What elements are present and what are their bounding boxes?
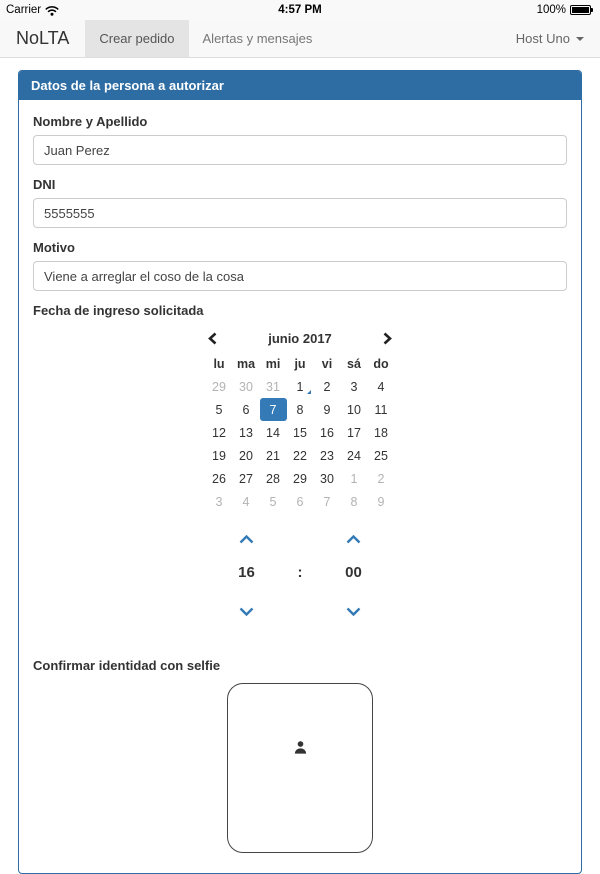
brand: NoLTA: [16, 28, 70, 48]
timepicker: [205, 519, 395, 626]
next-month-button[interactable]: [377, 330, 398, 347]
day-cell[interactable]: 3: [215, 494, 223, 509]
authorize-panel: [18, 70, 582, 874]
day-cell[interactable]: 29: [212, 379, 226, 394]
weekday-header: ju: [294, 357, 306, 371]
weekday-header: lu: [213, 357, 225, 371]
name-input[interactable]: [33, 135, 567, 165]
dni-label: DNI: [33, 177, 56, 192]
person-icon: [293, 740, 308, 755]
weekday-header: sá: [347, 357, 361, 371]
day-cell[interactable]: 10: [347, 402, 361, 417]
chevron-up-icon: [239, 535, 254, 544]
day-cell[interactable]: 24: [347, 448, 361, 463]
day-cell[interactable]: 28: [266, 471, 280, 486]
day-cell[interactable]: 30: [239, 379, 253, 394]
day-cell[interactable]: 7: [323, 494, 331, 509]
day-cell[interactable]: 1: [350, 471, 358, 486]
weekday-header: mi: [265, 357, 281, 371]
nav-tabs: [85, 20, 326, 57]
status-bar: [0, 0, 600, 20]
day-cell[interactable]: 8: [296, 402, 304, 417]
day-cell[interactable]: 1: [287, 375, 314, 398]
day-cell[interactable]: 9: [323, 402, 331, 417]
day-cell[interactable]: 8: [350, 494, 358, 509]
day-cell[interactable]: 21: [266, 448, 280, 463]
day-cell-selected[interactable]: 7: [260, 398, 287, 421]
panel-title: Datos de la persona a autorizar: [19, 71, 581, 100]
battery-percent: 100%: [536, 4, 566, 16]
day-cell[interactable]: 23: [320, 448, 334, 463]
calendar-grid: [206, 353, 395, 513]
minute-down-button[interactable]: [312, 581, 395, 626]
day-cell[interactable]: 25: [374, 448, 388, 463]
hour-down-button[interactable]: [205, 581, 288, 626]
chevron-left-icon: [208, 332, 217, 345]
name-label: Nombre y Apellido: [33, 114, 148, 129]
day-cell[interactable]: 16: [320, 425, 334, 440]
day-cell[interactable]: 17: [347, 425, 361, 440]
day-cell[interactable]: 19: [212, 448, 226, 463]
wifi-icon: [45, 5, 59, 16]
weekday-header: ma: [236, 357, 256, 371]
chevron-down-icon: [346, 607, 361, 616]
day-cell[interactable]: 5: [215, 402, 223, 417]
time-separator: :: [297, 564, 303, 581]
day-cell[interactable]: 6: [296, 494, 304, 509]
day-cell[interactable]: 3: [350, 379, 358, 394]
day-cell[interactable]: 20: [239, 448, 253, 463]
minute-up-button[interactable]: [312, 519, 395, 564]
day-cell[interactable]: 15: [293, 425, 307, 440]
day-cell[interactable]: 4: [242, 494, 250, 509]
carrier-label: Carrier: [6, 4, 42, 16]
day-cell[interactable]: 6: [242, 402, 250, 417]
user-menu-label: Host Uno: [515, 31, 570, 46]
user-menu-dropdown[interactable]: [500, 20, 600, 57]
day-cell[interactable]: 22: [293, 448, 307, 463]
fecha-label: Fecha de ingreso solicitada: [33, 303, 204, 318]
weekday-header: do: [373, 357, 389, 371]
day-cell[interactable]: 29: [293, 471, 307, 486]
selfie-label: Confirmar identidad con selfie: [33, 658, 221, 673]
month-title[interactable]: junio 2017: [268, 331, 332, 346]
day-cell[interactable]: 2: [377, 471, 385, 486]
dni-input[interactable]: [33, 198, 567, 228]
day-cell[interactable]: 14: [266, 425, 280, 440]
day-cell[interactable]: 9: [377, 494, 385, 509]
day-cell[interactable]: 12: [212, 425, 226, 440]
day-cell[interactable]: 4: [377, 379, 385, 394]
day-cell[interactable]: 13: [239, 425, 253, 440]
day-cell[interactable]: 11: [374, 402, 388, 417]
hour-value[interactable]: 16: [238, 564, 255, 581]
day-cell[interactable]: 5: [269, 494, 277, 509]
day-cell[interactable]: 2: [323, 379, 331, 394]
tab-crear-pedido[interactable]: Crear pedido: [85, 20, 188, 57]
battery-icon: [570, 5, 591, 15]
tab-alertas-y-mensajes[interactable]: Alertas y mensajes: [202, 31, 313, 46]
weekday-header: vi: [321, 357, 333, 371]
panel-body: [19, 100, 581, 873]
day-cell[interactable]: 26: [212, 471, 226, 486]
clock: 4:57 PM: [278, 4, 322, 16]
navbar: [0, 20, 600, 58]
day-cell[interactable]: 30: [320, 471, 334, 486]
prev-month-button[interactable]: [202, 330, 223, 347]
datepicker: [200, 330, 400, 513]
chevron-up-icon: [346, 535, 361, 544]
day-cell[interactable]: 27: [239, 471, 253, 486]
motivo-label: Motivo: [33, 240, 75, 255]
minute-value[interactable]: 00: [345, 564, 362, 581]
day-cell[interactable]: 18: [374, 425, 388, 440]
chevron-down-icon: [239, 607, 254, 616]
motivo-input[interactable]: [33, 261, 567, 291]
chevron-right-icon: [383, 332, 392, 345]
caret-down-icon: [576, 37, 584, 41]
day-cell[interactable]: 31: [266, 379, 280, 394]
hour-up-button[interactable]: [205, 519, 288, 564]
selfie-capture-area[interactable]: [227, 683, 373, 853]
